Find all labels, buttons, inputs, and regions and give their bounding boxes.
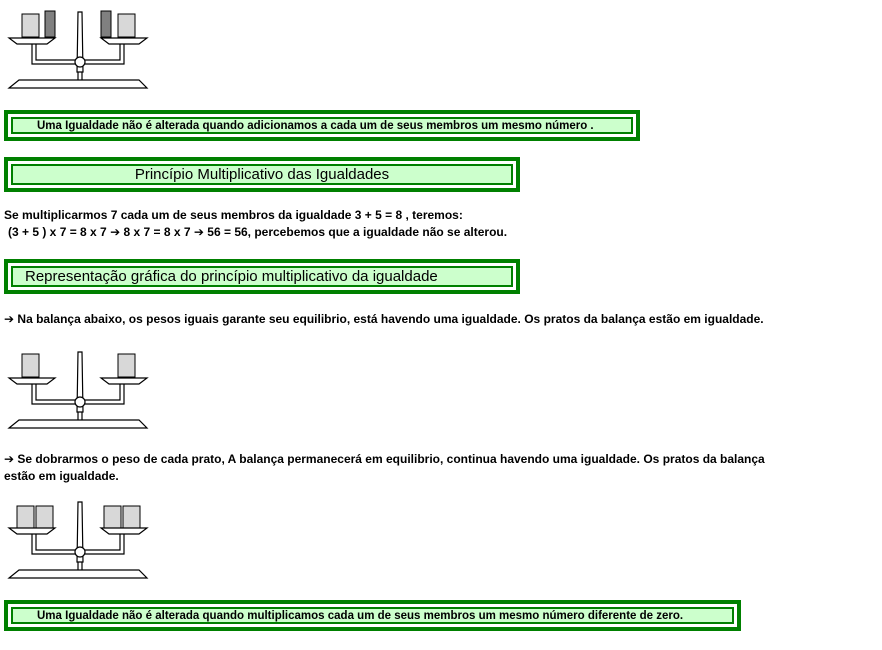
- balance-scale-1-drawing: [7, 8, 157, 90]
- note-box-multiplication: [4, 600, 741, 631]
- weight-light: [22, 14, 39, 37]
- example-text-1: Se multiplicarmos 7 cada um de seus membros da igualdade 3 + 5 = 8 , teremos:: [4, 208, 463, 222]
- example-expression-3: 56 = 56, percebemos que a igualdade não se alterou.: [207, 225, 508, 239]
- weight-light: [36, 506, 53, 528]
- balance-scale-1: [7, 8, 157, 90]
- section-title-multiplicative: Princípio Multiplicativo das Igualdades: [134, 166, 390, 183]
- bullet-paragraph-2: [4, 451, 765, 485]
- weight-light: [22, 354, 39, 377]
- weight-dark: [101, 11, 111, 37]
- weight-light: [118, 354, 135, 377]
- bullet-text-1: Na balança abaixo, os pesos iguais garante seu equilibrio, está havendo uma igualdade. Os pratos da balança estão em igualdade.: [17, 312, 764, 326]
- example-line-1: [4, 207, 463, 224]
- section-title-box-graphic: [4, 259, 520, 294]
- arrow-icon: ➔: [110, 225, 121, 239]
- balance-scale-2-drawing: [7, 348, 157, 430]
- balance-scale-2: [7, 348, 157, 430]
- example-expression-1: (3 + 5 ) x 7 = 8 x 7: [8, 225, 107, 239]
- example-line-2: [8, 224, 507, 241]
- example-expression-2: 8 x 7 = 8 x 7: [123, 225, 191, 239]
- bullet-text-2-line-2: estão em igualdade.: [4, 469, 119, 483]
- arrow-icon: ➔: [4, 452, 15, 466]
- balance-scale-3-drawing: [7, 498, 157, 580]
- weight-dark: [45, 11, 55, 37]
- section-title-box-multiplicative: [4, 157, 520, 192]
- weight-light: [17, 506, 34, 528]
- weight-light: [123, 506, 140, 528]
- weight-light: [104, 506, 121, 528]
- balance-scale-3: [7, 498, 157, 580]
- note-box-addition: [4, 110, 640, 141]
- arrow-icon: ➔: [4, 312, 15, 326]
- section-title-graphic: Representação gráfica do princípio multiplicativo da igualdade: [25, 268, 438, 285]
- note-text-multiplication: Uma Igualdade não é alterada quando multiplicamos cada um de seus membros um mesmo número diferente de zero.: [37, 609, 684, 622]
- bullet-text-2-line-1: Se dobrarmos o peso de cada prato, A balança permanecerá em equilibrio, continua havendo uma igualdade. Os pratos da balança: [17, 452, 765, 466]
- note-text-addition: Uma Igualdade não é alterada quando adicionamos a cada um de seus membros um mesmo número .: [37, 119, 594, 132]
- arrow-icon: ➔: [193, 225, 204, 239]
- bullet-paragraph-1: [4, 311, 764, 328]
- weight-light: [118, 14, 135, 37]
